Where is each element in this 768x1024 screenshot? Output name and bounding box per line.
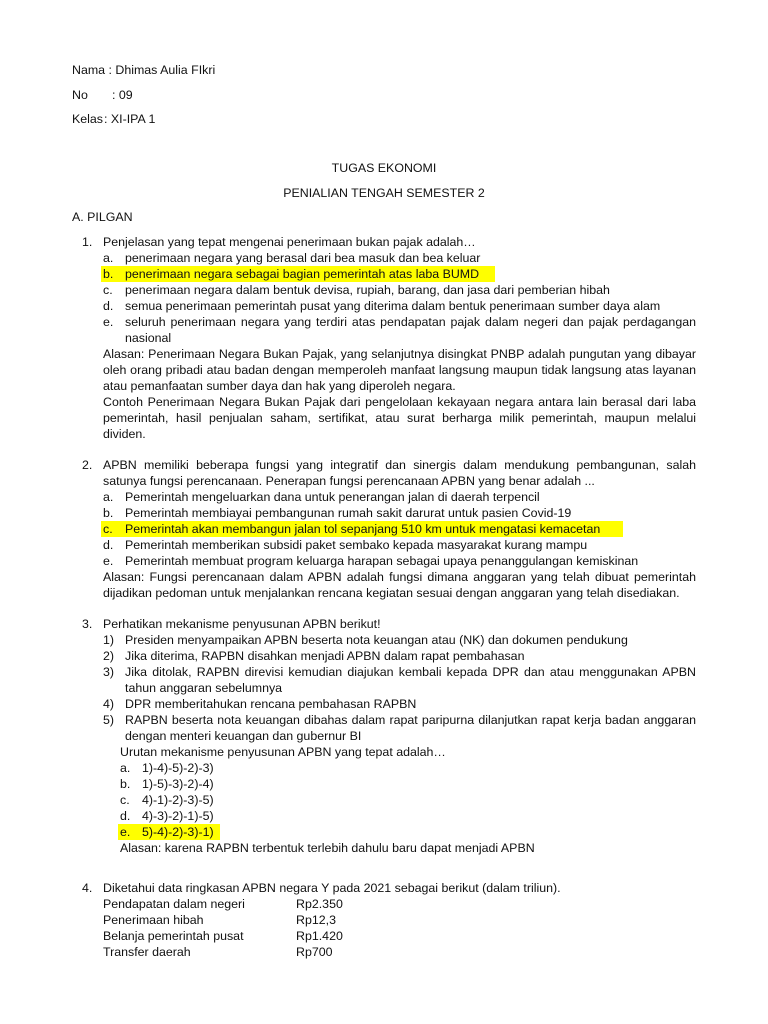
option-marker: c. — [103, 522, 113, 536]
question-text: Diketahui data ringkasan APBN negara Y pada 2021 sebagai berikut (dalam triliun). — [103, 881, 561, 895]
option-marker: a. — [120, 761, 131, 775]
option-text: penerimaan negara yang berasal dari bea masuk dan bea keluar — [125, 251, 481, 265]
option-marker: e. — [120, 825, 131, 839]
option-marker: e. — [103, 315, 114, 329]
question-number: 4. — [82, 881, 93, 895]
student-name: Nama : Dhimas Aulia FIkri — [72, 63, 216, 77]
question-text: Penjelasan yang tepat mengenai penerimaan bukan pajak adalah… — [103, 235, 476, 249]
option-text: 4)-1)-2)-3)-5) — [142, 793, 214, 807]
class-label: Kelas — [72, 112, 103, 126]
question-text: Perhatikan mekanisme penyusunan APBN berikut! — [103, 617, 381, 631]
option-text: penerimaan negara sebagai bagian pemerintah atas laba BUMD — [125, 267, 480, 281]
step-marker: 1) — [103, 633, 115, 647]
option-text: Pemerintah akan membangun jalan tol sepanjang 510 km untuk mengatasi kemacetan — [125, 522, 601, 536]
step-text: Jika ditolak, RAPBN direvisi kemudian diajukan kembali kepada DPR dan atau menggunakan APBN tahun anggaran sebelumnya — [125, 665, 696, 695]
step-text: Jika diterima, RAPBN disahkan menjadi APBN dalam rapat pembahasan — [125, 649, 525, 663]
student-number-value: : 09 — [112, 88, 133, 102]
option-text: Pemerintah mengeluarkan dana untuk penerangan jalan di daerah terpencil — [125, 490, 540, 504]
correct-answer-highlight — [118, 824, 220, 840]
question-number: 3. — [82, 617, 93, 631]
answer-example: Contoh Penerimaan Negara Bukan Pajak dari pengelolaan kekayaan negara antara lain berasal dari laba pemerintah, hasil penjualan saham, sertifikat, atau surat berharga milik pemerintah, maupun melalui dividen. — [103, 395, 696, 441]
class-value: : XI-IPA 1 — [104, 112, 156, 126]
correct-answer-highlight — [101, 266, 495, 282]
option-text: 1)-4)-5)-2)-3) — [142, 761, 214, 775]
option-text: seluruh penerimaan negara yang terdiri atas pendapatan pajak dalam negeri dan pajak perdagangan nasional — [125, 315, 696, 345]
option-marker: d. — [103, 299, 114, 313]
step-text: RAPBN beserta nota keuangan dibahas dalam rapat paripurna dilanjutkan rapat kerja badan anggaran dengan menteri keuangan dan gubernur BI — [125, 713, 696, 743]
data-row-value: Rp2.350 — [296, 897, 343, 911]
option-text: 1)-5)-3)-2)-4) — [142, 777, 214, 791]
step-marker: 4) — [103, 697, 115, 711]
option-text: semua penerimaan pemerintah pusat yang diterima dalam bentuk penerimaan sumber daya alam — [125, 299, 661, 313]
correct-answer-highlight — [101, 521, 623, 537]
option-text: Pemerintah memberikan subsidi paket sembako kepada masyarakat kurang mampu — [125, 538, 588, 552]
option-marker: d. — [120, 809, 131, 823]
data-row-label: Penerimaan hibah — [103, 913, 204, 927]
question-prompt: Urutan mekanisme penyusunan APBN yang tepat adalah… — [120, 745, 446, 759]
option-marker: a. — [103, 490, 114, 504]
option-marker: c. — [120, 793, 130, 807]
step-marker: 3) — [103, 665, 115, 679]
option-marker: d. — [103, 538, 114, 552]
step-marker: 2) — [103, 649, 115, 663]
option-text: 4)-3)-2)-1)-5) — [142, 809, 214, 823]
option-marker: b. — [103, 506, 114, 520]
option-marker: c. — [103, 283, 113, 297]
document-title: TUGAS EKONOMI — [331, 161, 437, 175]
data-row-label: Belanja pemerintah pusat — [103, 929, 244, 943]
data-row-label: Transfer daerah — [103, 945, 191, 959]
question-number: 1. — [82, 235, 93, 249]
answer-reason: Alasan: Penerimaan Negara Bukan Pajak, yang selanjutnya disingkat PNBP adalah pungutan yang dibayar oleh orang pribadi atau badan dengan memperoleh manfaat langsung maupun tidak langsung atas layanan atau pemanfaatan sumber daya dan hak yang diperoleh negara. — [103, 347, 696, 393]
data-row-value: Rp700 — [296, 945, 333, 959]
answer-reason: Alasan: Fungsi perencanaan dalam APBN adalah fungsi dimana anggaran yang telah dibuat pemerintah dijadikan pedoman untuk menjalankan rencana kegiatan sesuai dengan anggaran yang telah disediakan. — [103, 570, 696, 600]
question-text: APBN memiliki beberapa fungsi yang integratif dan sinergis dalam mendukung pembangunan, salah satunya fungsi perencanaan. Penerapan fungsi perencanaan APBN yang benar adalah ... — [103, 458, 696, 488]
data-row-value: Rp1.420 — [296, 929, 343, 943]
answer-reason: Alasan: karena RAPBN terbentuk terlebih dahulu baru dapat menjadi APBN — [120, 841, 535, 855]
step-marker: 5) — [103, 713, 115, 727]
data-row-label: Pendapatan dalam negeri — [103, 897, 245, 911]
student-number-label: No — [72, 88, 88, 102]
document-subtitle: PENIALIAN TENGAH SEMESTER 2 — [283, 186, 485, 200]
question-number: 2. — [82, 458, 93, 472]
step-text: DPR memberitahukan rencana pembahasan RAPBN — [125, 697, 417, 711]
option-text: Pemerintah membiayai pembangunan rumah sakit darurat untuk pasien Covid-19 — [125, 506, 572, 520]
option-marker: b. — [120, 777, 131, 791]
option-marker: a. — [103, 251, 114, 265]
option-text: penerimaan negara dalam bentuk devisa, rupiah, barang, dan jasa dari pemberian hibah — [125, 283, 610, 297]
option-marker: e. — [103, 554, 114, 568]
option-text: Pemerintah membuat program keluarga harapan sebagai upaya penanggulangan kemiskinan — [125, 554, 639, 568]
step-text: Presiden menyampaikan APBN beserta nota keuangan atau (NK) dan dokumen pendukung — [125, 633, 628, 647]
option-text: 5)-4)-2)-3)-1) — [142, 825, 214, 839]
data-row-value: Rp12,3 — [296, 913, 336, 927]
option-marker: b. — [103, 267, 114, 281]
section-heading: A. PILGAN — [72, 210, 133, 224]
